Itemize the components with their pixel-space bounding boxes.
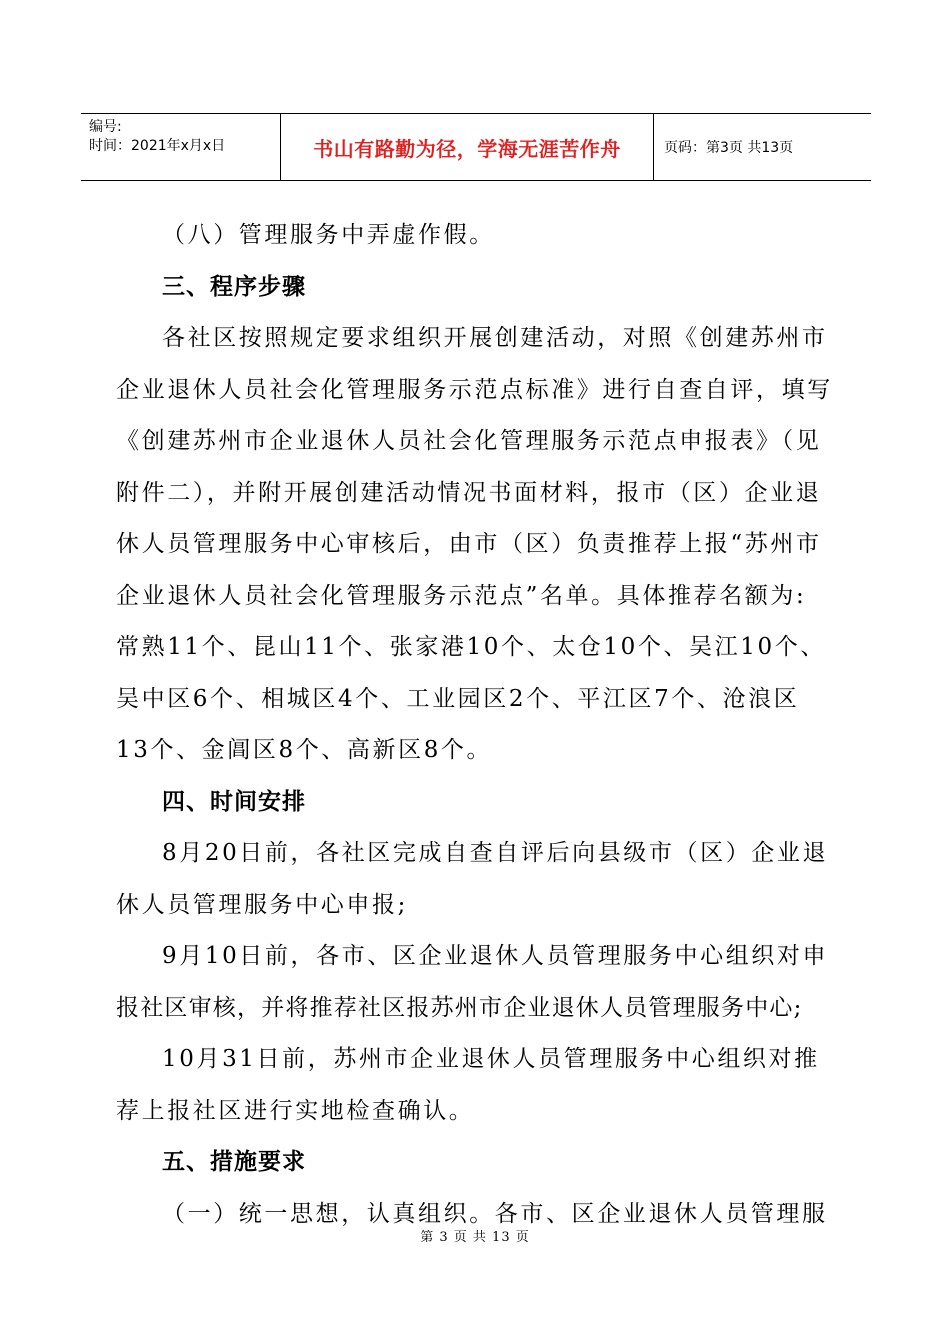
body-line: 休人员管理服务中心审核后，由市（区）负责推荐上报“苏州市 xyxy=(116,531,822,557)
body-line: 附件二），并附开展创建活动情况书面材料，报市（区）企业退 xyxy=(116,479,822,506)
body-line: 休人员管理服务中心申报; xyxy=(116,891,408,918)
body-line: 报社区审核，并将推荐社区报苏州市企业退休人员管理服务中心; xyxy=(116,994,803,1021)
page-footer: 第 3 页 共 13 页 xyxy=(420,1230,530,1245)
motto-cell xyxy=(281,114,654,180)
body-line: 8月20日前，各社区完成自查自评后向县级市（区）企业退 xyxy=(162,840,829,866)
body-line: 10月31日前，苏州市企业退休人员管理服务中心组织对推 xyxy=(162,1046,820,1072)
document-body xyxy=(116,210,836,1240)
body-line: 各社区按照规定要求组织开展创建活动，对照《创建苏州市 xyxy=(162,325,828,351)
body-line: 企业退休人员社会化管理服务示范点标准》进行自查自评，填写 xyxy=(116,376,833,403)
body-line: 常熟11个、昆山11个、张家港10个、太仓10个、吴江10个、 xyxy=(116,634,826,660)
body-line: （八）管理服务中弄虚作假。 xyxy=(162,222,495,248)
page-label-cell xyxy=(654,114,871,180)
number-label: 编号: xyxy=(89,119,122,135)
body-line: 13个、金阊区8个、高新区8个。 xyxy=(116,737,493,763)
section-heading: 五、措施要求 xyxy=(162,1149,306,1175)
body-line: （一）统一思想，认真组织。各市、区企业退休人员管理服 xyxy=(162,1200,828,1227)
page-label: 页码：第3页 共13页 xyxy=(664,140,794,156)
header-meta-cell xyxy=(81,114,281,180)
body-line: 荐上报社区进行实地检查确认。 xyxy=(116,1097,475,1124)
section-heading: 四、时间安排 xyxy=(162,788,306,815)
body-line: 9月10日前，各市、区企业退休人员管理服务中心组织对申 xyxy=(162,943,829,969)
body-line: 企业退休人员社会化管理服务示范点”名单。具体推荐名额为: xyxy=(116,582,807,609)
motto-text: 书山有路勤为径，学海无涯苦作舟 xyxy=(313,136,621,161)
header-table xyxy=(81,113,871,181)
body-line: 吴中区6个、相城区4个、工业园区2个、平江区7个、沧浪区 xyxy=(116,685,800,712)
time-label: 时间：2021年x月x日 xyxy=(89,138,226,154)
section-heading: 三、程序步骤 xyxy=(162,273,306,300)
body-line: 《创建苏州市企业退休人员社会化管理服务示范点申报表》（见 xyxy=(116,428,822,454)
